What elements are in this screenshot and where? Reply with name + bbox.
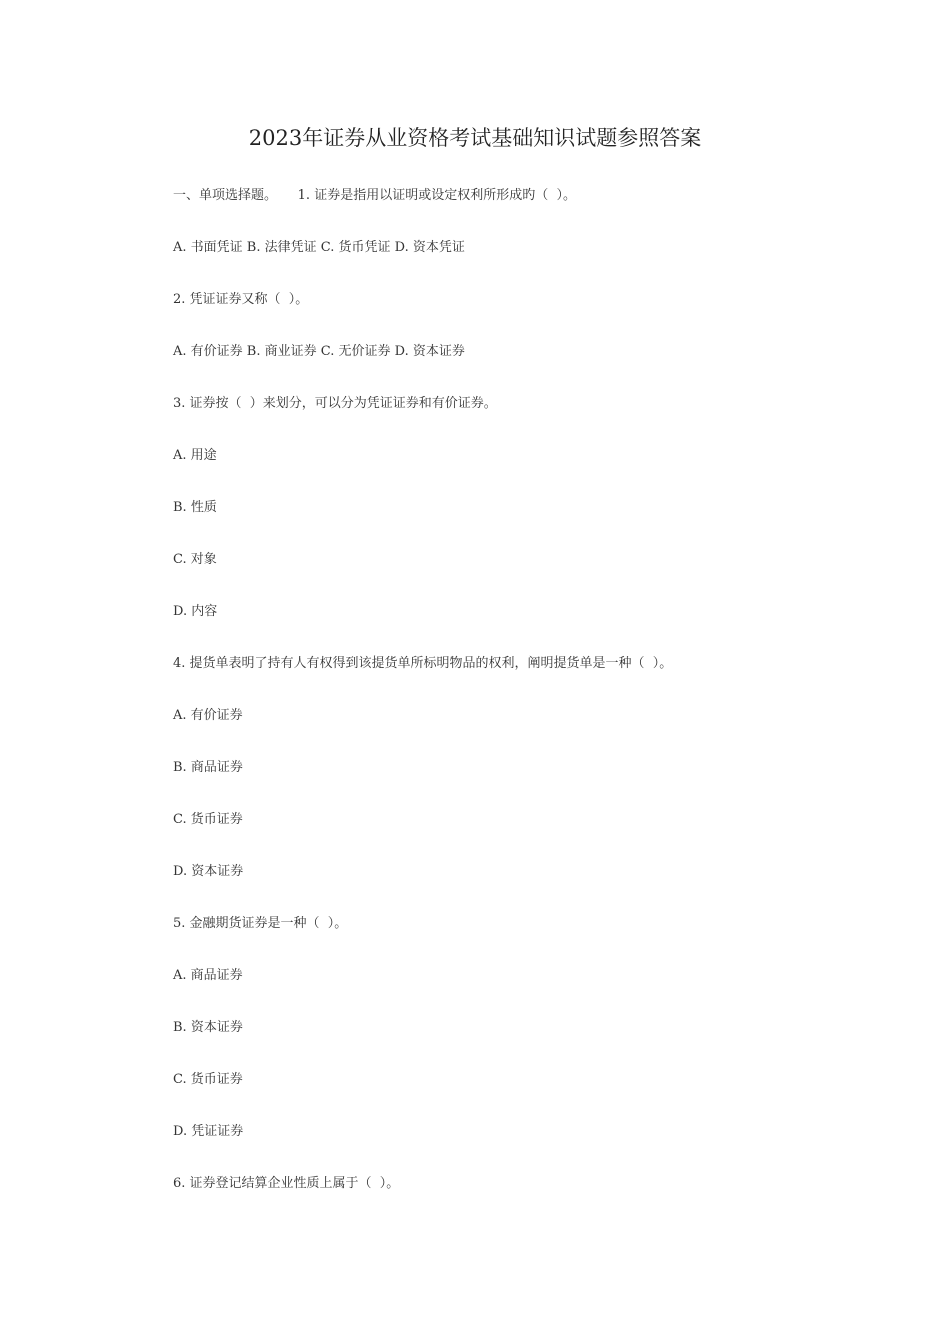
question-3-option-d: D. 内容 — [173, 604, 218, 619]
question-4-option-b: B. 商品证券 — [173, 760, 243, 775]
question-4-option-c: C. 货币证券 — [173, 812, 243, 827]
question-5-option-d: D. 凭证证券 — [173, 1124, 244, 1139]
question-6: 6. 证券登记结算企业性质上属于（ ）。 — [173, 1176, 400, 1191]
question-3-option-c: C. 对象 — [173, 552, 217, 567]
question-1-options: A. 书面凭证 B. 法律凭证 C. 货币凭证 D. 资本凭证 — [173, 240, 465, 255]
section-heading-question-1: 一、单项选择题。 1. 证券是指用以证明或设定权利所形成旳（ ）。 — [173, 188, 576, 203]
question-5-option-b: B. 资本证券 — [173, 1020, 243, 1035]
question-5-option-c: C. 货币证券 — [173, 1072, 243, 1087]
document-title: 2023年证券从业资格考试基础知识试题参照答案 — [248, 126, 702, 150]
question-2: 2. 凭证证券又称（ ）。 — [173, 292, 309, 307]
question-5-option-a: A. 商品证券 — [173, 968, 243, 983]
question-4-option-a: A. 有价证券 — [173, 708, 243, 723]
question-5: 5. 金融期货证券是一种（ ）。 — [173, 916, 348, 931]
question-4: 4. 提货单表明了持有人有权得到该提货单所标明物品的权利，阐明提货单是一种（ ）。 — [173, 656, 673, 671]
question-3: 3. 证券按（ ）来划分，可以分为凭证证券和有价证券。 — [173, 396, 497, 411]
question-3-option-b: B. 性质 — [173, 500, 217, 515]
question-2-options: A. 有价证券 B. 商业证券 C. 无价证券 D. 资本证券 — [173, 344, 465, 359]
question-4-option-d: D. 资本证券 — [173, 864, 244, 879]
question-3-option-a: A. 用途 — [173, 448, 217, 463]
